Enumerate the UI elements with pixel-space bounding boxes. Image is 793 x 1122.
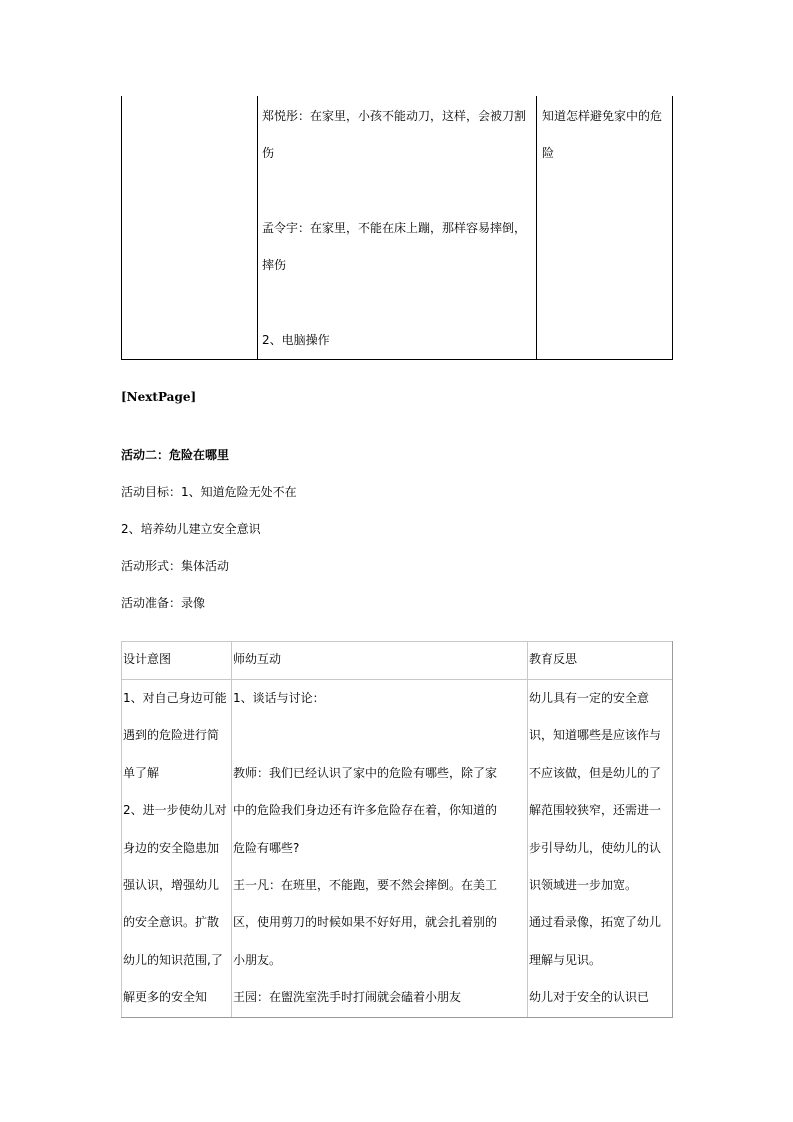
table-bottom-border <box>121 1017 673 1018</box>
top-table-line-3: 孟令宇：在家里，不能在床上蹦，那样容易摔倒， <box>262 221 527 235</box>
activity-form: 活动形式：集体活动 <box>121 559 230 573</box>
activity-title: 活动二：危险在哪里 <box>121 448 230 462</box>
top-table-reflection-1: 知道怎样避免家中的危 <box>542 109 663 123</box>
table-col-divider-2 <box>527 641 528 1018</box>
reflection-line: 理解与见识。 <box>529 953 602 967</box>
reflection-line: 步引导幼儿，使幼儿的认 <box>529 841 662 855</box>
design-intent-line: 强认识，增强幼儿 <box>123 878 220 892</box>
header-interaction: 师幼互动 <box>233 652 282 666</box>
interaction-line: 区，使用剪刀的时候如果不好好用，就会扎着别的 <box>233 915 498 929</box>
reflection-line: 识，知道哪些是应该作与 <box>529 728 662 742</box>
design-intent-line: 的安全意识。扩散 <box>123 915 220 929</box>
interaction-line: 王园：在盥洗室洗手时打闹就会磕着小朋友 <box>233 990 462 1004</box>
activity-prep: 活动准备：录像 <box>121 596 206 610</box>
table-header-divider <box>121 679 673 680</box>
reflection-line: 通过看录像，拓宽了幼儿 <box>529 915 662 929</box>
header-reflection: 教育反思 <box>529 652 578 666</box>
interaction-line: 王一凡：在班里，不能跑，要不然会摔倒。在美工 <box>233 878 498 892</box>
design-intent-line: 幼儿的知识范围,了 <box>123 953 223 967</box>
table-col-divider-1 <box>231 641 232 1018</box>
top-table-divider-2 <box>536 96 537 360</box>
table-top-border <box>121 641 673 642</box>
top-table-divider-1 <box>257 96 258 360</box>
interaction-line: 危险有哪些? <box>233 841 300 855</box>
design-intent-line: 解更多的安全知 <box>123 990 208 1004</box>
table-right-border <box>672 641 673 1018</box>
table-left-border <box>121 641 122 1018</box>
design-intent-line: 2、进一步使幼儿对 <box>123 803 227 817</box>
reflection-line: 幼儿具有一定的安全意 <box>529 691 650 705</box>
top-table-line-1: 郑悦彤：在家里，小孩不能动刀，这样，会被刀割 <box>262 109 527 123</box>
design-intent-line: 身边的安全隐患加 <box>123 841 220 855</box>
top-table-left-border <box>121 96 122 360</box>
reflection-line: 不应该做，但是幼儿的了 <box>529 766 662 780</box>
top-table-line-5: 2、电脑操作 <box>262 333 330 347</box>
interaction-line: 中的危险我们身边还有许多危险存在着，你知道的 <box>233 803 498 817</box>
top-table-bottom-border <box>121 359 673 360</box>
design-intent-line: 单了解 <box>123 766 160 780</box>
reflection-line: 幼儿对于安全的认识已 <box>529 990 650 1004</box>
interaction-line: 教师：我们已经认识了家中的危险有哪些，除了家 <box>233 766 498 780</box>
design-intent-line: 遇到的危险进行简 <box>123 728 220 742</box>
reflection-line: 解范围较狭窄，还需进一 <box>529 803 662 817</box>
interaction-line: 1、谈话与讨论： <box>233 691 325 705</box>
interaction-line: 小朋友。 <box>233 953 282 967</box>
top-table-right-border <box>672 96 673 360</box>
header-design-intent: 设计意图 <box>123 652 172 666</box>
top-table-line-4: 摔伤 <box>262 258 287 272</box>
top-table-line-2: 伤 <box>262 146 275 160</box>
top-table-reflection-2: 险 <box>542 146 555 160</box>
activity-goal: 活动目标：1、知道危险无处不在 <box>121 485 297 499</box>
next-page-marker: [NextPage] <box>121 390 197 404</box>
reflection-line: 识领域进一步加宽。 <box>529 878 638 892</box>
activity-goal-2: 2、培养幼儿建立安全意识 <box>121 522 261 536</box>
design-intent-line: 1、对自己身边可能 <box>123 691 227 705</box>
